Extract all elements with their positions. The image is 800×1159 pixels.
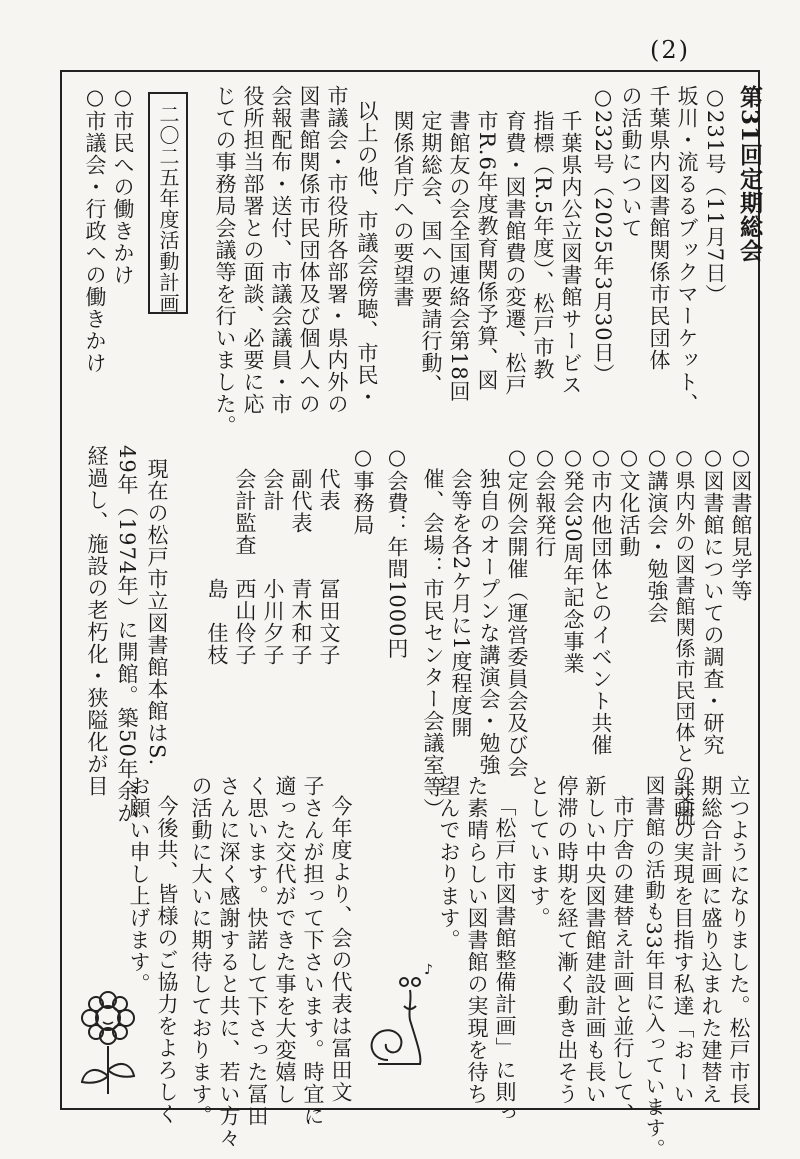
- activity-item: ○事務局: [351, 445, 375, 536]
- activity-item: ○会報発行: [533, 445, 557, 558]
- plan-heading-box: [148, 92, 188, 314]
- other-activities-line: 会報配布・送付、市議会議員・市: [269, 85, 293, 415]
- note-line: 今後共、皆様のご協力をよろしく: [155, 795, 179, 1125]
- page-number: (2): [650, 36, 690, 64]
- activity-item: ○図書館についての調査・研究: [701, 445, 725, 756]
- plan-line: ○市議会・行政への働きかけ: [83, 85, 107, 374]
- activity-item: 独自のオープンな講演会・勉強: [477, 468, 501, 776]
- library-status-line: 経過し、施設の老朽化・狭隘化が目: [85, 445, 109, 797]
- activity-item: ○県内外の図書館関係市民団体との交流: [672, 445, 696, 827]
- activity-item: ○会費：年間1000円: [385, 445, 409, 660]
- library-status-line: 49年（1974年）に開館。築50年余が: [115, 445, 139, 824]
- continuation-line: た素晴らしい図書館の実現を待ち: [465, 775, 489, 1105]
- other-activities-line: 図書館関係市民団体及び個人への: [297, 85, 321, 415]
- other-activities-line: 市議会・市役所各部署・県内外の: [325, 85, 349, 415]
- general-meeting-line: 千葉県内公立図書館サービス: [559, 110, 583, 396]
- officer-line: 代表 冨田文子: [317, 468, 341, 666]
- continuation-line: としています。: [527, 775, 551, 929]
- note-line: お願い申し上げます。: [127, 775, 151, 995]
- flower-doodle-icon: [70, 990, 150, 1100]
- other-activities-line: じての事務局会議等を行いました。: [213, 85, 237, 437]
- plan-line: ○市民への働きかけ: [111, 85, 135, 286]
- activity-item: ○発会30周年記念事業: [561, 445, 585, 675]
- plan-heading: 二〇二五年度活動計画: [156, 104, 180, 314]
- general-meeting-line: 坂川・流るるブックマーケット、: [675, 85, 699, 415]
- activity-item: ○定例会開催（運営委員会及び会: [505, 445, 529, 778]
- continuation-line: 望んでおります。: [437, 775, 461, 951]
- note-line: 今年度より、会の代表は冨田文: [329, 795, 353, 1103]
- note-line: 子さんが担って下さいます。時宜に: [301, 775, 325, 1127]
- activity-item: 催、会場：市民センター会議室等）: [421, 468, 445, 820]
- continuation-line: 計画の実現を目指す私達「おーい: [671, 775, 695, 1105]
- note-line: さんに深く感謝すると共に、若い方々: [217, 775, 241, 1149]
- other-activities-line: 役所担当部署との面談、必要に応: [241, 85, 265, 415]
- officer-line: 会計 小川夕子: [261, 468, 285, 666]
- note-line: の活動に大いに期待しております。: [189, 775, 213, 1127]
- general-meeting-line: の活動について: [619, 85, 643, 239]
- continuation-line: 期総合計画に盛り込まれた建替え: [699, 775, 723, 1105]
- activity-item: ○講演会・勉強会: [645, 445, 669, 624]
- general-meeting-line: 育費・図書館費の変遷、松戸: [503, 110, 527, 396]
- general-meeting-line: 市R.6年度教育関係予算、図: [475, 110, 499, 391]
- officer-line: 副代表 青木和子: [289, 468, 313, 666]
- note-line: 適った交代ができた事を大変嬉し: [273, 775, 297, 1105]
- library-status-line: 現在の松戸市立図書館本館はS.: [145, 458, 169, 767]
- continuation-line: 図書館の活動も33年目に入っています。: [642, 775, 666, 1159]
- general-meeting-line: ○232号（2025年3月30日）: [591, 85, 615, 386]
- continuation-line: 新しい中央図書館建設計画も長い: [583, 775, 607, 1105]
- activity-item: ○図書館見学等: [729, 445, 753, 602]
- svg-text:♪: ♪: [424, 962, 433, 978]
- general-meeting-line: 指標（R.5年度）、松戸市教: [531, 110, 555, 381]
- activity-item: ○文化活動: [617, 445, 641, 558]
- continuation-line: 市庁舎の建替え計画と並行して、: [611, 795, 635, 1125]
- general-meeting-line: 書館友の会全国連絡会第18回: [447, 110, 471, 403]
- continuation-line: 「松戸市図書館整備計画」に則っ: [493, 795, 517, 1125]
- continuation-line: 停滞の時期を経て漸く動き出そう: [555, 775, 579, 1105]
- officer-line: 会計監査 西山伶子: [233, 468, 257, 666]
- general-meeting-line: 関係省庁への要望書: [391, 110, 415, 308]
- other-activities-line: 以上の他、市議会傍聴、市民・: [355, 100, 379, 408]
- continuation-line: 立つようになりました。松戸市長: [727, 775, 751, 1105]
- general-meeting-line: ○231号（11月7日）: [703, 85, 727, 307]
- note-line: く思います。快諾して下さった冨田: [245, 775, 269, 1127]
- activity-item: ○市内他団体とのイベント共催: [589, 445, 613, 756]
- activity-item: 会等を各2ケ月に1度程度開: [449, 468, 473, 739]
- general-meeting-line: 定期総会、国への要請行動、: [419, 110, 443, 396]
- officer-line: 島 佳枝: [205, 468, 229, 666]
- snail-doodle-icon: [360, 960, 440, 1070]
- general-meeting-line: 千葉県内図書館関係市民団体: [647, 85, 671, 371]
- general-meeting-heading: 第31回定期総会: [736, 85, 763, 264]
